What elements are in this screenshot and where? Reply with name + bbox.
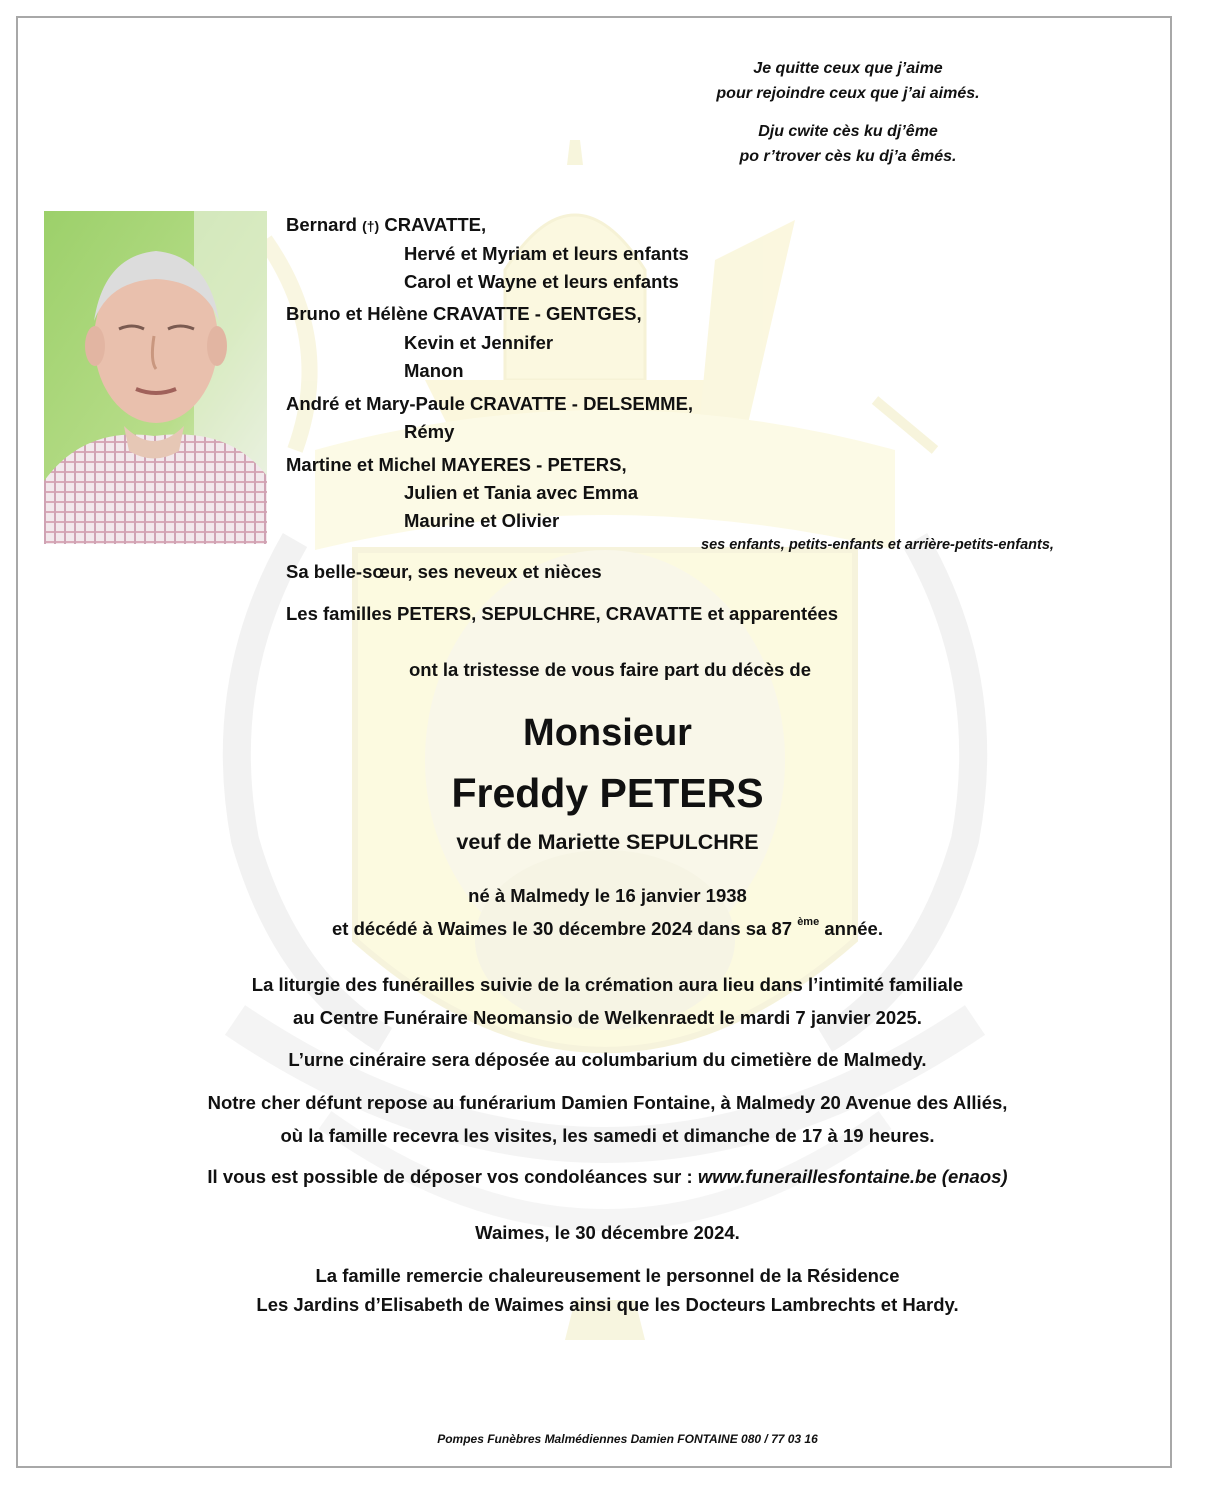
announcement: ont la tristesse de vous faire part du décès de (409, 659, 811, 680)
family-bernard (286, 214, 486, 236)
liturgy-line-2: au Centre Funéraire Neomansio de Welkenraedt le mardi 7 janvier 2025. (293, 1007, 922, 1028)
family-line: André et Mary-Paule CRAVATTE - DELSEMME, (286, 393, 694, 414)
death-text-end: année. (819, 918, 883, 939)
deceased-name: Freddy PETERS (451, 770, 764, 816)
urn-line: L’urne cinéraire sera déposée au columbarium du cimetière de Malmedy. (288, 1049, 927, 1070)
death-text: et décédé à Waimes le 30 décembre 2024 dans sa 87 (332, 918, 793, 939)
verse-walloon (690, 119, 1006, 169)
deceased-honorific: Monsieur (523, 712, 692, 754)
relation-note: ses enfants, petits-enfants et arrière-petits-enfants, (701, 537, 1054, 553)
portrait-photo (44, 211, 267, 544)
liturgy-line-1: La liturgie des funérailles suivie de la crémation aura lieu dans l’intimité familiale (251, 974, 964, 995)
family-line: Carol et Wayne et leurs enfants (404, 271, 679, 292)
family-line: Manon (404, 360, 464, 381)
condolences-link[interactable]: www.funeraillesfontaine.be (enaos) (697, 1166, 1008, 1187)
verse-french (690, 56, 1006, 106)
repose-line-2: où la famille recevra les visites, les samedi et dimanche de 17 à 19 heures. (280, 1125, 935, 1146)
verse-line: Dju cwite cès ku dj’ême (758, 123, 938, 140)
deceased-cross-marker: (†) (362, 218, 380, 234)
family-line: Kevin et Jennifer (404, 332, 554, 353)
family-line: Hervé et Myriam et leurs enfants (404, 243, 689, 264)
widower-line: veuf de Mariette SEPULCHRE (456, 830, 759, 854)
verse-line: Je quitte ceux que j’aime (753, 60, 943, 77)
place-date: Waimes, le 30 décembre 2024. (475, 1222, 740, 1243)
verse-line: pour rejoindre ceux que j’ai aimés. (716, 85, 980, 102)
condolences-line (0, 1166, 1215, 1188)
footer-funeral-home: Pompes Funèbres Malmédiennes Damien FONTAINE 080 / 77 03 16 (437, 1432, 818, 1446)
verse-line: po r’trover cès ku dj’a êmés. (739, 148, 957, 165)
family-line: Rémy (404, 421, 455, 442)
family-last-name: CRAVATTE, (384, 214, 487, 235)
family-line: Les familles PETERS, SEPULCHRE, CRAVATTE et apparentées (286, 603, 839, 624)
birth-line: né à Malmedy le 16 janvier 1938 (468, 885, 747, 906)
thanks-line-2: Les Jardins d’Elisabeth de Waimes ainsi que les Docteurs Lambrechts et Hardy. (256, 1294, 959, 1315)
family-line: Sa belle-sœur, ses neveux et nièces (286, 561, 602, 582)
ordinal-suffix: ème (797, 916, 820, 928)
repose-line-1: Notre cher défunt repose au funérarium Damien Fontaine, à Malmedy 20 Avenue des Alliés, (207, 1092, 1008, 1113)
thanks-line-1: La famille remercie chaleureusement le personnel de la Résidence (315, 1265, 900, 1286)
death-line (0, 916, 1215, 940)
condolences-text: Il vous est possible de déposer vos condoléances sur : (207, 1166, 698, 1187)
family-line: Julien et Tania avec Emma (404, 482, 639, 503)
family-first-name: Bernard (286, 214, 357, 235)
family-line: Maurine et Olivier (404, 510, 560, 531)
family-line: Bruno et Hélène CRAVATTE - GENTGES, (286, 303, 642, 324)
family-line: Martine et Michel MAYERES - PETERS, (286, 454, 627, 475)
